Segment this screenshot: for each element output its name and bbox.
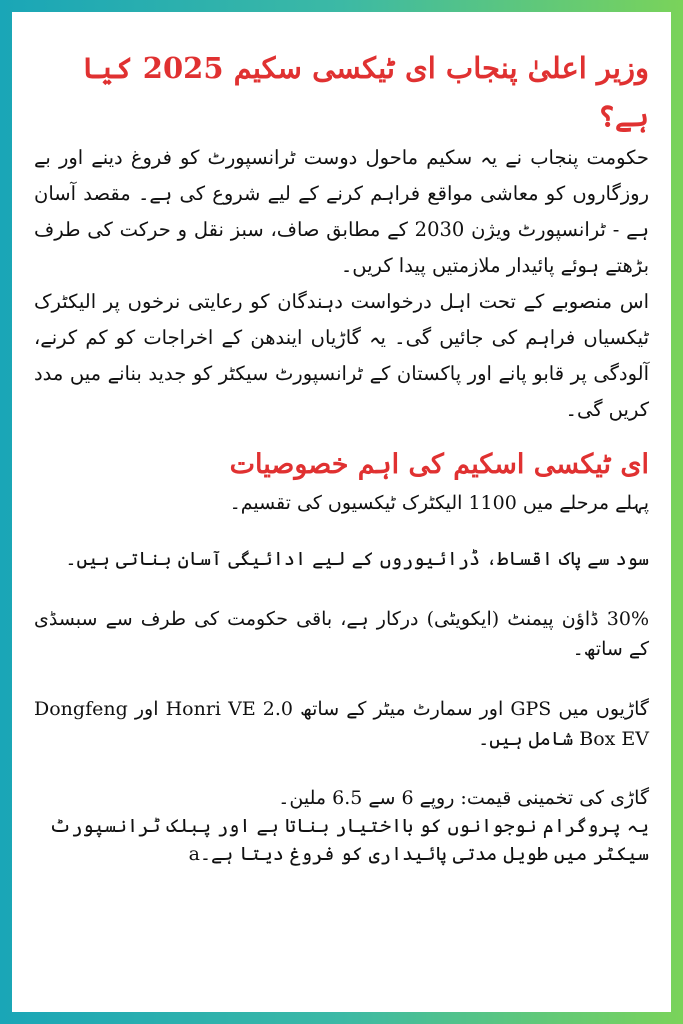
price-line: گاڑی کی تخمینی قیمت: روپے 6 سے 6.5 ملین۔ xyxy=(278,787,649,809)
page-title: وزیر اعلیٰ پنجاب ای ٹیکسی سکیم 2025 کیا ہے؟ xyxy=(81,51,649,133)
closing-paragraph: یہ پروگرام نوجوانوں کو بااختیار بناتا ہے اور پبلک ٹرانسپورٹ سیکٹر میں طویل مدتی پائیداری کو فروغ دیتا ہے۔a xyxy=(49,815,649,865)
intro-paragraph-1: حکومت پنجاب نے یہ سکیم ماحول دوست ٹرانسپورٹ کو فروغ دینے اور بے روزگاروں کو معاشی مواقع فراہم کرنے کے لیے شروع کی ہے۔ مقصد آسان ہے - ٹرانسپورٹ ویژن 2030 کے مطابق صاف، سبز نقل و حرکت کی طرف بڑھتے ہوئے پائیدار ملازمتیں پیدا کریں۔ xyxy=(34,146,649,277)
feature-item: پہلے مرحلے میں 1100 الیکٹرک ٹیکسیوں کی تقسیم۔ xyxy=(229,492,649,514)
features-heading: ای ٹیکسی اسکیم کی اہم خصوصیات xyxy=(229,449,649,480)
feature-item: 30% ڈاؤن پیمنٹ (ایکویٹی) درکار ہے، باقی حکومت کی طرف سے سبسڈی کے ساتھ۔ xyxy=(34,608,649,660)
content-card xyxy=(12,12,671,1012)
intro-paragraph-2: اس منصوبے کے تحت اہل درخواست دہندگان کو رعایتی نرخوں پر الیکٹرک ٹیکسیاں فراہم کی جائیں گی۔ یہ گاڑیاں ایندھن کے اخراجات کو کم کرنے، آلودگی پر قابو پانے اور پاکستان کے ٹرانسپورٹ سیکٹر کو جدید بنانے میں مدد کریں گی۔ xyxy=(34,290,649,421)
feature-item: سود سے پاک اقساط، ڈرائیوروں کے لیے ادائیگی آسان بناتی ہیں۔ xyxy=(65,548,649,570)
feature-item: گاڑیوں میں GPS اور سمارٹ میٹر کے ساتھ Honri VE 2.0 اور Dongfeng Box EV شامل ہیں۔ xyxy=(34,698,649,750)
